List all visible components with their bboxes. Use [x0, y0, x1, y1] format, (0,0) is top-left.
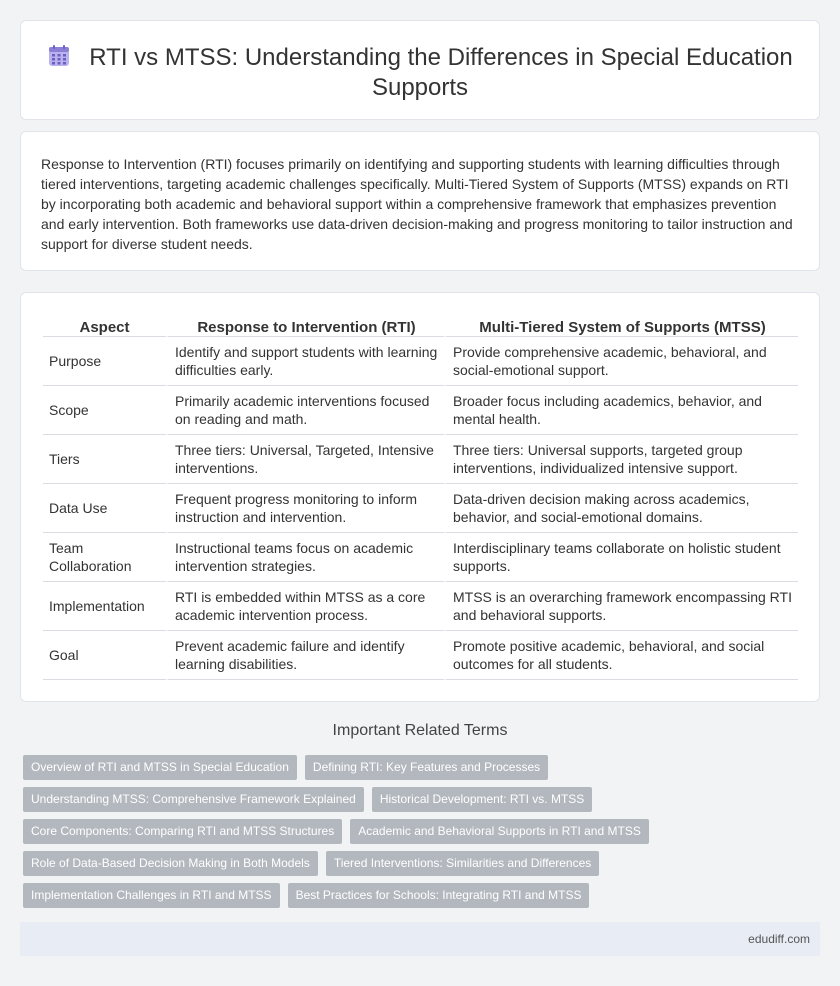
cell-aspect: Team Collaboration — [43, 533, 166, 582]
cell-rti: Prevent academic failure and identify learning disabilities. — [166, 631, 444, 680]
cell-mtss: MTSS is an overarching framework encompassing RTI and behavioral supports. — [444, 582, 798, 631]
cell-aspect: Implementation — [43, 582, 166, 631]
related-term-tag[interactable]: Historical Development: RTI vs. MTSS — [372, 787, 593, 812]
title-card — [20, 20, 820, 120]
cell-mtss: Interdisciplinary teams collaborate on holistic student supports. — [444, 533, 798, 582]
related-term-tag[interactable]: Tiered Interventions: Similarities and Differences — [326, 851, 599, 876]
related-term-tag[interactable]: Implementation Challenges in RTI and MTSS — [23, 883, 280, 908]
related-term-tag[interactable]: Academic and Behavioral Supports in RTI and MTSS — [350, 819, 649, 844]
table-header-row — [43, 315, 798, 337]
table-row — [43, 484, 798, 533]
tag-row — [23, 851, 823, 876]
related-terms-heading: Important Related Terms — [332, 722, 508, 739]
table-row — [43, 533, 798, 582]
table-row — [43, 631, 798, 680]
cell-rti: RTI is embedded within MTSS as a core academic intervention process. — [166, 582, 444, 631]
cell-aspect: Scope — [43, 386, 166, 435]
calendar-grid-icon — [47, 44, 71, 68]
tag-row — [23, 819, 823, 844]
cell-aspect: Data Use — [43, 484, 166, 533]
cell-mtss: Promote positive academic, behavioral, and social outcomes for all students. — [444, 631, 798, 680]
related-term-tag[interactable]: Best Practices for Schools: Integrating RTI and MTSS — [288, 883, 590, 908]
related-term-tag[interactable]: Understanding MTSS: Comprehensive Framework Explained — [23, 787, 364, 812]
cell-rti: Instructional teams focus on academic intervention strategies. — [166, 533, 444, 582]
cell-aspect: Tiers — [43, 435, 166, 484]
footer — [20, 922, 820, 956]
intro-paragraph: Response to Intervention (RTI) focuses primarily on identifying and supporting students with learning difficulties through tiered interventions, targeting academic challenges specifically. Multi-Tiered System of Supports (MTSS) expands on RTI by incorporating both academic and behavioral support within a comprehensive framework that emphasizes prevention and early intervention. Both frameworks use data-driven decision-making and progress monitoring to tailor instruction and support for diverse student needs. — [41, 156, 793, 252]
cell-aspect: Goal — [43, 631, 166, 680]
related-term-tag[interactable]: Overview of RTI and MTSS in Special Education — [23, 755, 297, 780]
related-term-tag[interactable]: Core Components: Comparing RTI and MTSS Structures — [23, 819, 342, 844]
table-row — [43, 337, 798, 386]
tag-row — [23, 787, 823, 812]
table-row — [43, 582, 798, 631]
comparison-card — [20, 292, 820, 702]
header-mtss: Multi-Tiered System of Supports (MTSS) — [444, 315, 798, 337]
related-terms-list — [23, 755, 823, 915]
table-row — [43, 386, 798, 435]
site-link[interactable]: edudiff.com — [748, 932, 810, 946]
cell-mtss: Three tiers: Universal supports, targeted group interventions, individualized intensive support. — [444, 435, 798, 484]
cell-rti: Primarily academic interventions focused on reading and math. — [166, 386, 444, 435]
page-title-text: RTI vs MTSS: Understanding the Differences in Special Education Supports — [89, 44, 793, 101]
intro-card — [20, 131, 820, 271]
cell-rti: Frequent progress monitoring to inform instruction and intervention. — [166, 484, 444, 533]
page-title — [21, 43, 819, 103]
cell-mtss: Broader focus including academics, behavior, and mental health. — [444, 386, 798, 435]
header-rti: Response to Intervention (RTI) — [166, 315, 444, 337]
table-row — [43, 435, 798, 484]
cell-mtss: Data-driven decision making across academics, behavior, and social-emotional domains. — [444, 484, 798, 533]
comparison-table — [43, 315, 798, 680]
tag-row — [23, 883, 823, 908]
cell-rti: Identify and support students with learning difficulties early. — [166, 337, 444, 386]
cell-aspect: Purpose — [43, 337, 166, 386]
cell-rti: Three tiers: Universal, Targeted, Intensive interventions. — [166, 435, 444, 484]
related-term-tag[interactable]: Role of Data-Based Decision Making in Both Models — [23, 851, 318, 876]
related-term-tag[interactable]: Defining RTI: Key Features and Processes — [305, 755, 548, 780]
tag-row — [23, 755, 823, 780]
cell-mtss: Provide comprehensive academic, behavioral, and social-emotional support. — [444, 337, 798, 386]
header-aspect: Aspect — [43, 315, 166, 337]
